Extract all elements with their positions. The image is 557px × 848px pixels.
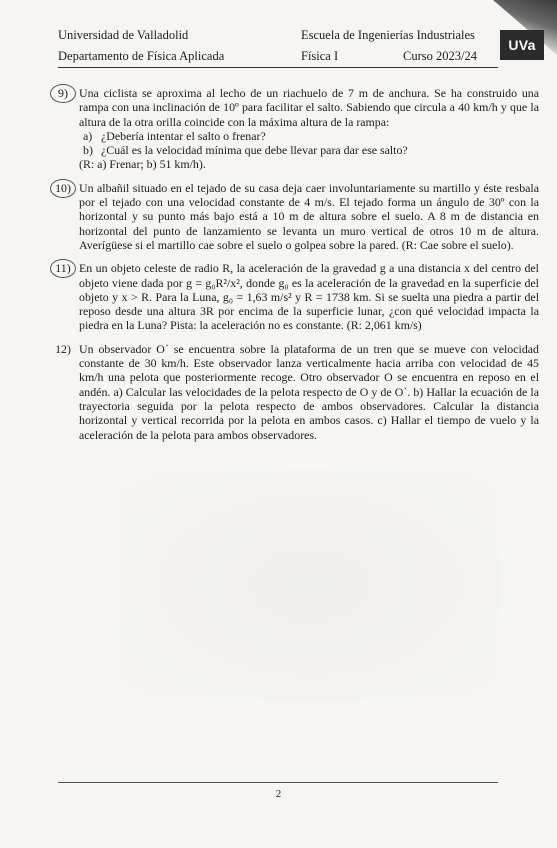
problem-statement: Una ciclista se aproxima al lecho de un riachuelo de 7 m de anchura. Se ha construido una rampa con una inclinación de 10º para facilitar el salto. Sabiendo que circula a 40 km/h y que la altura de la otra orilla coincide con la máxima altura de la rampa:: [79, 86, 539, 129]
department-name: Departamento de Física Aplicada: [58, 49, 225, 63]
problem-statement: En un objeto celeste de radio R, la aceleración de la gravedad g a una distancia x del centro del objeto viene dada por g = g₀R²/x², donde g₀ es la aceleración de la gravedad en la superficie del objeto y x > R. Para la Luna, g₀ = 1,63 m/s² y R = 1738 km. Si se suelta una piedra a partir del reposo desde una altura 3R por encima de la superficie lunar, ¿con qué velocidad impacta la piedra en la Luna? Pista: la aceleración no es constante. (R: 2,061 km/s): [79, 261, 539, 333]
page-number: 2: [275, 788, 282, 800]
problem-11: [54, 261, 539, 332]
problem-list: [54, 86, 539, 451]
school-name: Escuela de Ingenierías Industriales: [301, 28, 475, 42]
page-header: [58, 28, 522, 69]
problem-answer: (R: a) Frenar; b) 51 km/h).: [79, 157, 206, 172]
sub-question-label: a): [83, 128, 93, 143]
problem-number: 10): [50, 179, 76, 198]
problem-number: 12): [55, 341, 71, 356]
problem-number: 9): [50, 84, 76, 103]
problem-statement: Un observador O´ se encuentra sobre la plataforma de un tren que se mueve con velocidad constante de 30 km/h. Este observador lanza verticalmente hacia arriba con velocidad de 45 km/h una pelota que posteriormente recoge. Otro observador O se encuentra en reposo en el andén. a) Calcular las velocidades de la pelota respecto de O y de O´. b) Hallar la ecuación de la trayectoria seguida por la pelota respecto de ambos observadores. Calcular la distancia horizontal y vertical recorrida por la pelota en ambos casos. c) Hallar el tiempo de vuelo y la aceleración de la pelota para ambos observadores.: [79, 341, 539, 442]
problem-9: [54, 86, 539, 172]
footer-divider: [58, 782, 498, 783]
sub-question-text: ¿Debería intentar el salto o frenar?: [101, 128, 266, 143]
course-year: Curso 2023/24: [403, 49, 477, 63]
sub-question-text: ¿Cuál es la velocidad mínima que debe llevar para dar ese salto?: [101, 143, 408, 158]
header-divider: [58, 67, 498, 68]
sub-question: [79, 129, 539, 143]
uva-logo: UVa: [500, 30, 544, 60]
subject-name: Física I: [301, 49, 339, 63]
problem-number: 11): [50, 259, 76, 278]
sub-question-label: b): [83, 143, 93, 158]
sub-question: [79, 143, 539, 157]
problem-statement: Un albañil situado en el tejado de su casa deja caer involuntariamente su martillo y éste resbala por el tejado con una velocidad constante de 4 m/s. El tejado forma un ángulo de 30º con la horizontal y su punto más bajo está a 10 m de altura sobre el suelo. A 8 m de distancia en horizontal del punto de lanzamiento se levanta un muro vertical de otros 10 m de altura. Averígüese si el martillo cae sobre el suelo o golpea sobre la pared. (R: Cae sobre el suelo).: [79, 180, 539, 252]
bleed-through-smudge: [120, 470, 500, 700]
problem-12: [54, 342, 539, 442]
problem-10: [54, 181, 539, 252]
university-name: Universidad de Valladolid: [58, 28, 189, 42]
